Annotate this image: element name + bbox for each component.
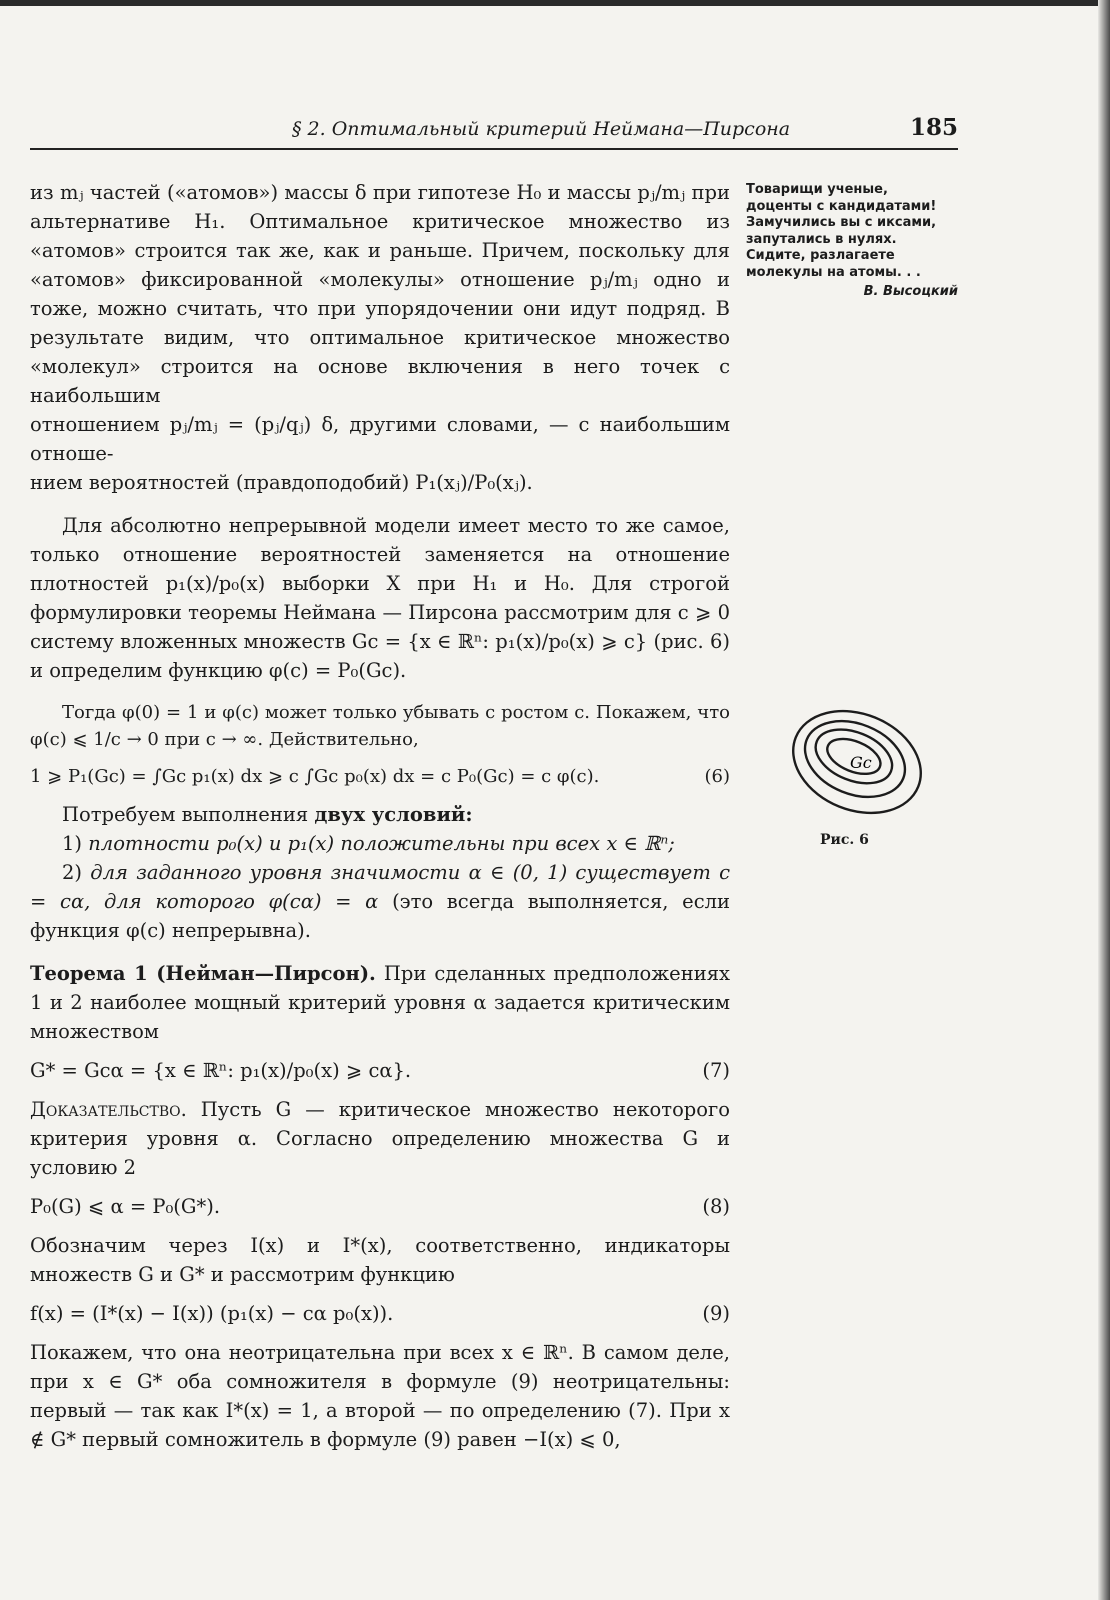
conditions-intro — [30, 800, 730, 829]
equation-9-body: f(x) = (I*(x) − I(x)) (p₁(x) − cα p₀(x)). — [30, 1302, 394, 1325]
equation-9 — [30, 1299, 730, 1328]
running-header — [30, 112, 958, 150]
paragraph-1-ratio-line: отношением pⱼ/mⱼ = (pⱼ/qⱼ) δ, другими словами, — с наибольшим отноше- — [30, 413, 730, 465]
nested-sets-diagram — [782, 700, 932, 830]
scan-right-edge — [1098, 0, 1110, 1600]
theorem-text: При сделанных предположениях 1 и 2 наиболее мощный критерий уровня α задается критическим множеством — [30, 962, 731, 1043]
condition-2 — [30, 858, 730, 945]
epigraph-line: Товарищи ученые, — [746, 182, 888, 197]
page-number: 185 — [909, 114, 958, 141]
equation-9-number: (9) — [702, 1302, 730, 1325]
conditions-intro-text: Потребуем выполнения — [62, 803, 309, 826]
epigraph-line: молекулы на атомы. . . — [746, 264, 921, 280]
main-column — [30, 178, 730, 1454]
paragraph-5: Обозначим через I(x) и I*(x), соответственно, индикаторы множеств G и G* и рассмотрим функцию — [30, 1234, 730, 1286]
proof — [30, 1095, 730, 1182]
paragraph-6: Покажем, что она неотрицательна при всех x ∈ ℝⁿ. В самом деле, при x ∈ G* оба сомножителя в формуле (9) неотрицательны: первый — так как I*(x) = 1, а второй — по определению (7). При x ∉ G* первый сомножитель в формуле (9) равен −I(x) ⩽ 0, — [30, 1341, 730, 1451]
equation-7-number: (7) — [702, 1059, 730, 1082]
equation-7-body: G* = Gcα = {x ∈ ℝⁿ: p₁(x)/p₀(x) ⩾ cα}. — [30, 1059, 412, 1082]
equation-8-number: (8) — [702, 1195, 730, 1218]
equation-6 — [30, 763, 730, 790]
epigraph-lines — [746, 182, 958, 281]
condition-2-number: 2) — [62, 861, 83, 884]
paragraph-1-end: нием вероятностей (правдоподобий) P₁(xⱼ)/P₀(xⱼ). — [30, 471, 533, 494]
paragraph-2: Для абсолютно непрерывной модели имеет место то же самое, только отношение вероятностей заменяется на отношение плотностей p₁(x)/p₀(x) выборки X при H₁ и H₀. Для строгой формулировки теоремы Неймана — Пирсона рассмотрим для c ⩾ 0 систему вложенных множеств Gc = {x ∈ ℝⁿ: p₁(x)/p₀(x) ⩾ c} (рис. 6) и определим функцию φ(c) = P₀(Gc). — [30, 514, 730, 682]
epigraph — [746, 182, 958, 301]
epigraph-line: Замучились вы с иксами, — [746, 215, 937, 230]
condition-1-text: плотности p₀(x) и p₁(x) положительны при всех x ∈ ℝⁿ; — [88, 832, 675, 855]
condition-2-text: для заданного уровня значимости α ∈ (0, 1) существует c = cα, для которого φ(cα) = α — [30, 861, 731, 913]
theorem-heading: Теорема 1 (Нейман—Пирсон). — [30, 962, 376, 985]
equation-6-number: (6) — [704, 766, 730, 787]
epigraph-line: доценты с кандидатами! — [746, 198, 937, 214]
condition-1 — [30, 829, 730, 858]
paragraph-1: из mⱼ частей («атомов») массы δ при гипотезе H₀ и массы pⱼ/mⱼ при альтернативе H₁. Оптимальное критическое множество из «атомов» строится так же, как и раньше. Причем, поскольку для «атомов» фиксированной «молекулы» отношение pⱼ/mⱼ одно и тоже, можно считать, что при упорядочении они идут подряд. В результате видим, что оптимальное критическое множество «молекул» строится на основе включения в него точек с наибольшим — [30, 181, 730, 407]
figure-label: Gc — [850, 753, 872, 772]
figure-caption: Рис. 6 — [820, 832, 869, 848]
condition-2-tail: (это всегда выполняется, если функция φ(c) непрерывна). — [30, 890, 730, 942]
proof-heading: Доказательство. — [30, 1098, 187, 1121]
condition-1-number: 1) — [62, 832, 83, 855]
scan-top-edge — [0, 0, 1110, 6]
equation-6-body: 1 ⩾ P₁(Gc) = ∫Gc p₁(x) dx ⩾ c ∫Gc p₀(x) dx = c P₀(Gc) = c φ(c). — [30, 766, 600, 787]
equation-8 — [30, 1192, 730, 1221]
conditions-intro-bold: двух условий: — [314, 803, 473, 826]
theorem-1 — [30, 959, 730, 1046]
equation-8-body: P₀(G) ⩽ α = P₀(G*). — [30, 1195, 221, 1218]
proof-text: Пусть G — критическое множество некоторого критерия уровня α. Согласно определению множества G и условию 2 — [30, 1098, 730, 1179]
epigraph-line: запутались в нулях. — [746, 231, 897, 247]
running-title: § 2. Оптимальный критерий Неймана—Пирсона — [292, 118, 791, 140]
equation-7 — [30, 1056, 730, 1085]
epigraph-author: В. Высоцкий — [863, 284, 958, 299]
paragraph-3: Тогда φ(0) = 1 и φ(c) может только убывать с ростом c. Покажем, что φ(c) ⩽ 1/c → 0 при c → ∞. Действительно, — [30, 702, 730, 750]
epigraph-line: Сидите, разлагаете — [746, 248, 895, 263]
